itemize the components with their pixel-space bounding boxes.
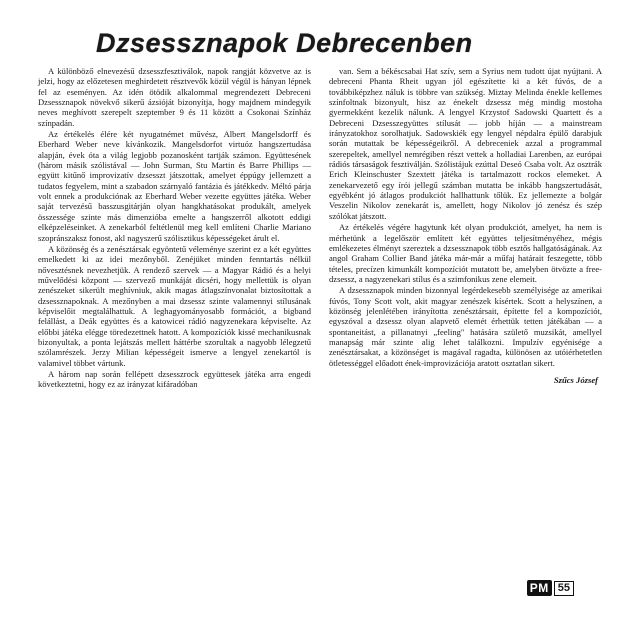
newspaper-clipping [38, 28, 602, 598]
article-headline: Dzsessznapok Debrecenben [96, 28, 473, 58]
page-number: 55 [554, 581, 574, 596]
paragraph: A három nap során fellépett dzsesszrock együttesek játéka arra engedi következtetni, hogy ez az irányzat kifáradóban [38, 368, 311, 390]
author-signature: Szűcs József [553, 374, 598, 385]
paragraph: Az értékelés végére hagytunk két olyan produkciót, amelyet, ha nem is mérhetünk a legelőször említett két együttes teljesítményéhez, mégis emlékezetes élményt szereztek a dzsessznapok több esztős hallgatóságának. Az angol Graham Collier Band játéka már-már a műfaj határait feszegette, több tételes, precízen kimunkált kompozíciót mutatott be, amelyben ötvözte a free-dzsessz, a nagyzenekari stílus és a szimfonikus zene elemeit. [329, 222, 602, 284]
publication-footer [527, 580, 574, 596]
article-column-left [38, 66, 311, 390]
paragraph: van. Sem a békéscsabai Hat szív, sem a Syrius nem tudott újat nyújtani. A debreceni Phanta Rheit ugyan jól egészítette ki a két fúvós, de a továbbiképzhez náluk is többre van szükség. Miztay Melinda énekle kellemes színfoltnak bizonyult, hisz az énekelt dzsessz még mindig mostoha gyermekként kezelik nálunk. A lengyel Krzystof Sadowski Quartett és a Debreceni Dzsesszegyüttes stílusát — jobb híján — a mainstream irányzatokhoz sorolhatjuk. Sadowskiék egy lengyel népdalra épülő darabjuk során mutattak be képességeikről. A debreceniek azzal a programmal szerepeltek, amellyel nemrégiben részt vettek a holladiai Larenben, az európai rádiós társaságok fesztiválján. Szólistájuk ezúttal Deseó Csaba volt. Az osztrák Erich Kleinschuster Szextett játéka is tartalmazott rockos elemeket. A zenekarvezető egy írói jellegű számban mutatta be inkább hangszertudását, egyébként jó átlagos produkciót hallhattunk tőlük. Ez jellemezte a bolgár Veszelin Nikolov zenekarát is, amellett, hogy Nikolov jó zenész és szép szólókat játszott. [329, 66, 602, 221]
article-body [38, 66, 602, 390]
publication-logo [527, 580, 574, 596]
paragraph: Az értékelés élére két nyugatnémet művész, Albert Mangelsdorff és Eberhard Weber neve kívánkozik. Mangelsdorfot virtuóz hangszertudása alapján, évek óta a világ legjobb pozanosként tartják számon. Együttesének (három másik szólistával — John Surman, Stu Martin és Barre Phillips — együtt kitűnő improvizatív dzsesszt játszottak, amelyet éppúgy jellemzett a tudatos fegyelem, mint a szabadon szárnyaló fantázia és játékkedv. Méltó párja volt ennek a produkciónak az Eberhard Weber vezette együttes játéka. Weber saját tervezésű basszusgitárján olyan hangkhatásokat produkált, amelyek összessége szinte más dimenzióba emelte a hangszerről alkotott eddigi elképzeléseinket. A zenekarból feltétlenül meg kell említeni Charlie Mariano szopránszaksz fonost, akl nagyszerű szólisztikus képességeket árult el. [38, 129, 311, 243]
paragraph: A különböző elnevezésű dzsesszfesztiválok, napok rangját közvetve az is jelzi, hogy az előzetesen meghirdetett résztvevők közül végül is hányan lépnek fel az eseményen. Az idén ötödik alkalommal megrendezett Debreceni Dzsessznapok növekvő sikerű ázsióját bizonyítja, hogy majdnem mindegyik neves meghívott szerepelt szeptember 9 és 11 között a Csokonai Színház színpadán. [38, 66, 311, 128]
article-column-right [329, 66, 602, 390]
paragraph: A közönség és a zenésztársak egyöntetű véleménye szerint ez a két együttes emelkedett ki az idei mezőnyből. Zenéjüket minden fenntartás nélkül nővesztésnek nevezhetjük. A rendező szervek — a Magyar Rádió és a helyi művelődési központ — szervező munkáját dicséri, hogy mellettük is olyan zenészeket sikerült meghívniuk, akik magas átlagszínvonalat biztosítottak a dzsessznapoknak. A mezőnyben a mai dzsessz szinte valamennyi stílusának képviselőit megtalálhattuk. A leghagyományosabb formációt, a bigband felállást, a Deák együttes és a katowicei rádió nagyzenekara képviselte. Az előbbi játéka elégge töredezettnek hatott. A kompozíciók kissé mechanikusnak bizonyultak, a ponta lejátszás mellett háttérbe szorultak a nagyobb lélegzetű szólamrészek. Jerzy Milian képességeit ismerve a lengyel zenekartól is valamivel többet vártunk. [38, 243, 311, 368]
publication-mark: PM [527, 580, 552, 596]
paragraph: A dzsessznapok minden bizonnyal legérdekesebb személyisége az amerikai fúvós, Tony Scott volt, akit magyar zenészek kísértek. Scott a helyszínen, a közönség jelenlétében irányította zenésztársait, építette fel a kompozíciót, egyszóval a dzsessz olyan alapvető elemét érhettük tetten játékában — a spontaneitást, a pillanatnyi „feeling" hatására születő muzsikát, amellyel manapság már szinte alig lehet találkozni. Impulzív egyénisége a zenésztársakat, a közönséget is magával ragadta, különösen az utóiérhetetlen ötletességgel előadott ének-improvizációja aratott osztatlan sikert. [329, 285, 602, 368]
